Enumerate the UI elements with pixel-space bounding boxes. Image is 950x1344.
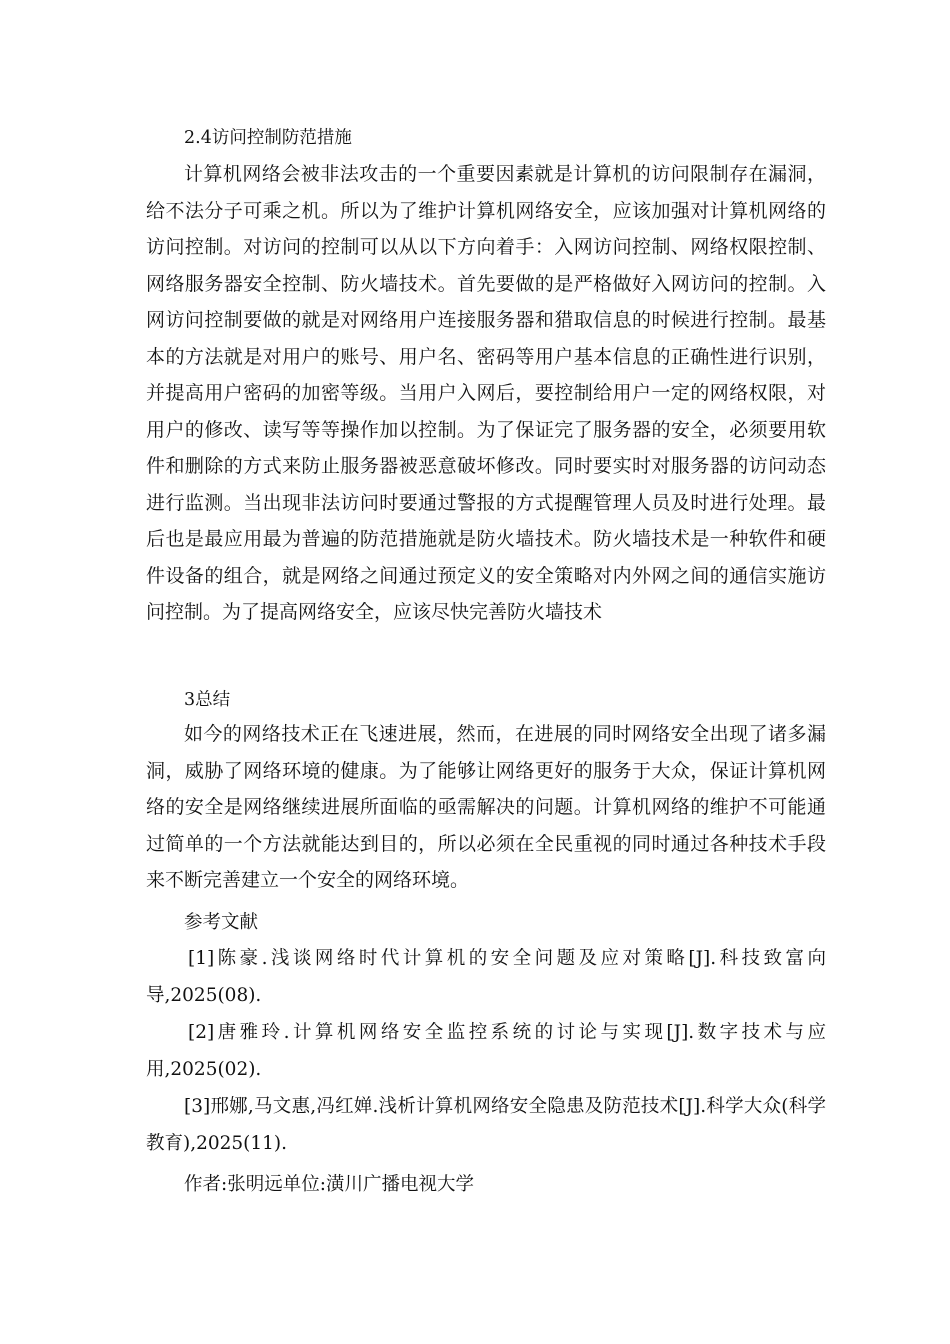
reference-item-3: [3]邢娜,马文惠,冯红婵.浅析计算机网络安全隐患及防范技术[J].科学大众(科学教育),2025(11). (146, 1096, 826, 1154)
author-line: 作者:张明远单位:潢川广播电视大学 (184, 1174, 474, 1195)
references-heading: 参考文献 (184, 912, 259, 933)
section-3-paragraph: 如今的网络技术正在飞速进展，然而，在进展的同时网络安全出现了诸多漏洞，威胁了网络环境的健康。为了能够让网络更好的服务于大众，保证计算机网络的安全是网络继续进展所面临的亟需解决的问题。计算机网络的维护不可能通过简单的一个方法就能达到目的，所以必须在全民重视的同时通过各种技术手段来不断完善建立一个安全的网络环境。 (146, 723, 826, 891)
section-heading-3: 3总结 (184, 690, 231, 710)
section-heading-2-4: 2.4访问控制防范措施 (184, 128, 352, 148)
reference-item-2: [2]唐雅玲.计算机网络安全监控系统的讨论与实现[J].数字技术与应用,2025(02). (146, 1022, 826, 1080)
section-2-4-paragraph: 计算机网络会被非法攻击的一个重要因素就是计算机的访问限制存在漏洞，给不法分子可乘之机。所以为了维护计算机网络安全，应该加强对计算机网络的访问控制。对访问的控制可以从以下方向着手：入网访问控制、网络权限控制、网络服务器安全控制、防火墙技术。首先要做的是严格做好入网访问的控制。入网访问控制要做的就是对网络用户连接服务器和猎取信息的时候进行控制。最基本的方法就是对用户的账号、用户名、密码等用户基本信息的正确性进行识别，并提高用户密码的加密等级。当用户入网后，要控制给用户一定的网络权限，对用户的修改、读写等等操作加以控制。为了保证完了服务器的安全，必须要用软件和删除的方式来防止服务器被恶意破坏修改。同时要实时对服务器的访问动态进行监测。当出现非法访问时要通过警报的方式提醒管理人员及时进行处理。最后也是最应用最为普遍的防范措施就是防火墙技术。防火墙技术是一种软件和硬件设备的组合，就是网络之间通过预定义的安全策略对内外网之间的通信实施访问控制。为了提高网络安全，应该尽快完善防火墙技术 (146, 163, 826, 623)
reference-item-1: [1]陈豪.浅谈网络时代计算机的安全问题及应对策略[J].科技致富向导,2025(08). (146, 948, 826, 1006)
